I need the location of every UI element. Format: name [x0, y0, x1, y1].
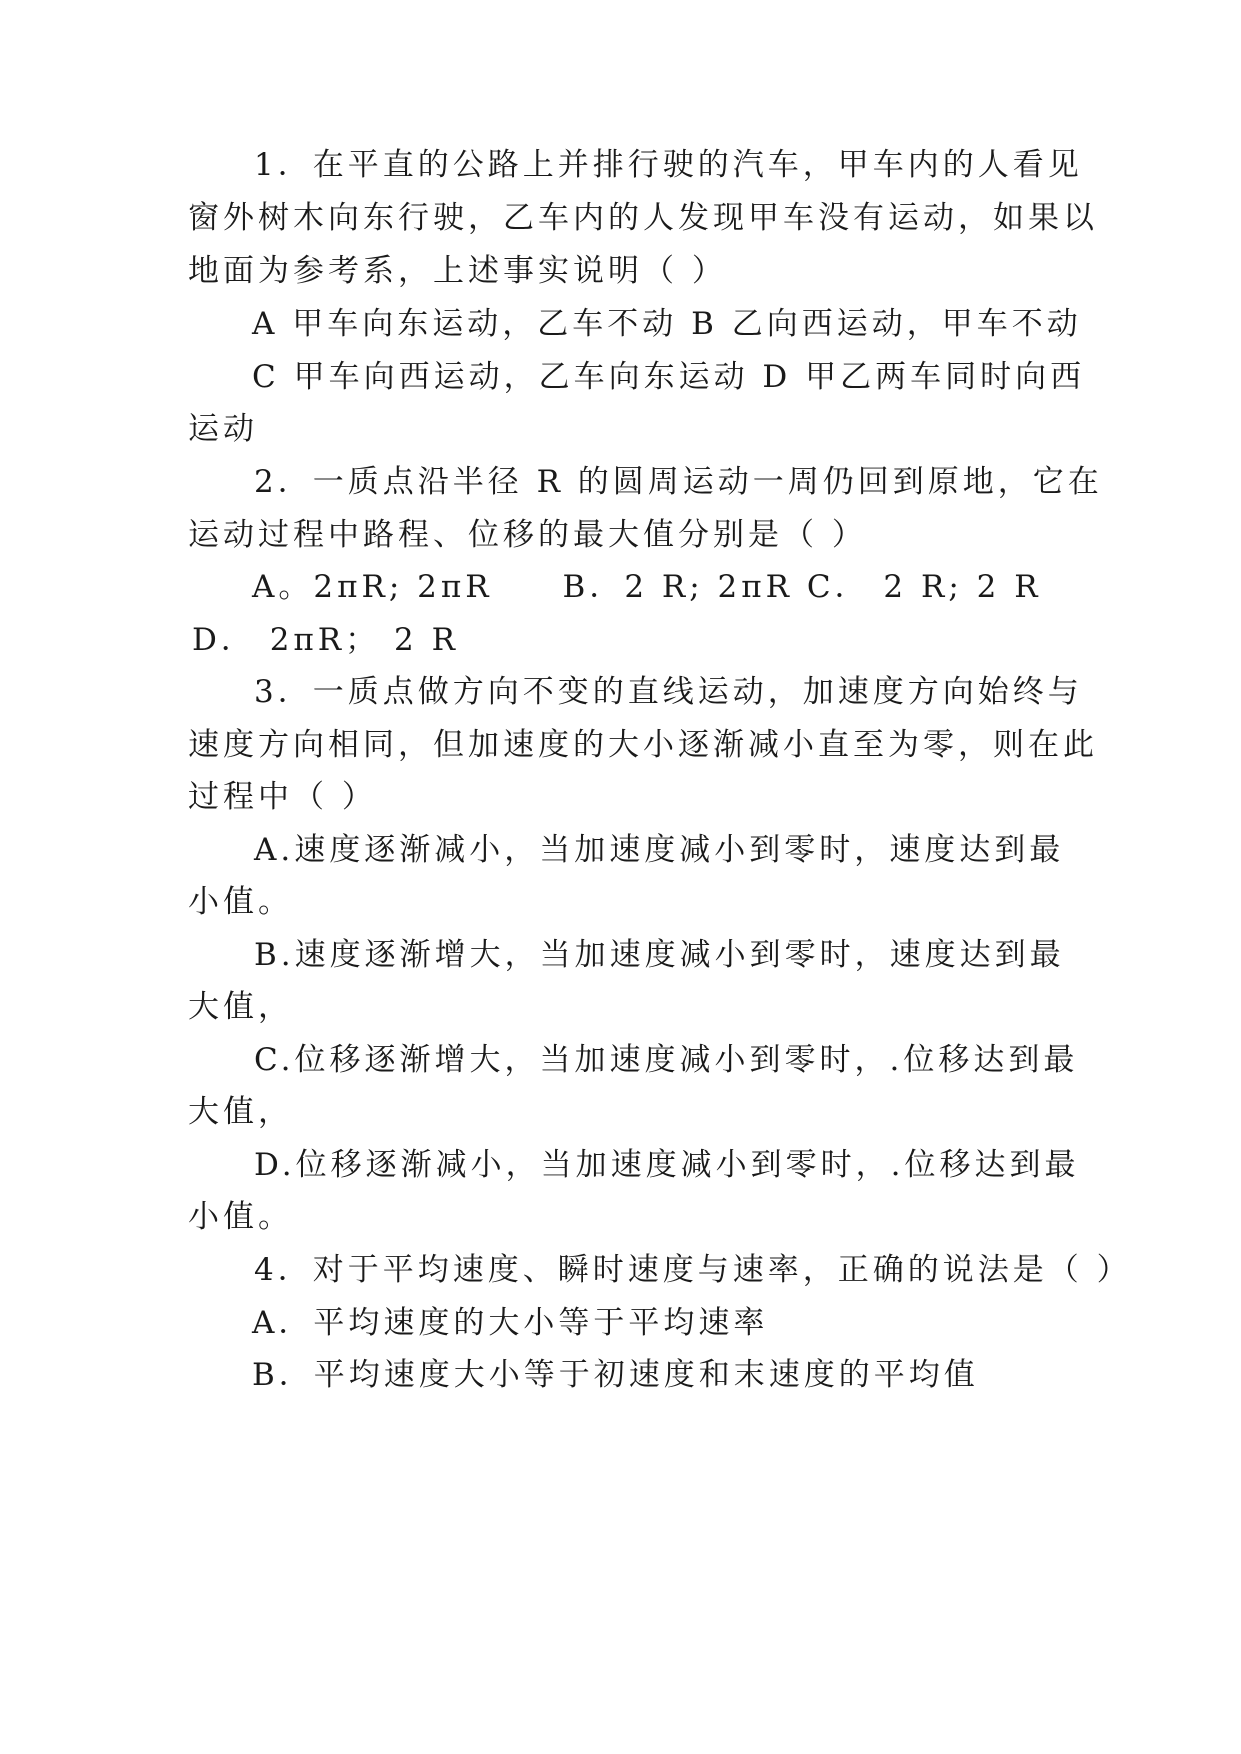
question-4-option-b: B．平均速度大小等于初速度和末速度的平均值	[252, 1357, 979, 1393]
question-2-option-d: D． 2πR； 2 R	[192, 622, 459, 658]
question-2-stem-line-1: 2．一质点沿半径 R 的圆周运动一周仍回到原地，它在	[254, 464, 1103, 500]
question-2-options-abc: A。2πR; 2πR B．2 R; 2πR C． 2 R; 2 R	[252, 569, 1042, 605]
question-1-stem-line-2: 窗外树木向东行驶，乙车内的人发现甲车没有运动，如果以	[188, 200, 1098, 236]
question-3-option-b-continued: 大值，	[188, 989, 293, 1025]
question-1-options-cd: C 甲车向西运动，乙车向东运动 D 甲乙两车同时向西	[252, 359, 1086, 395]
question-3-stem-line-3: 过程中（ ）	[188, 779, 377, 815]
question-3-option-a-continued: 小值。	[188, 884, 293, 920]
question-3-stem-line-2: 速度方向相同，但加速度的大小逐渐减小直至为零，则在此	[188, 727, 1098, 763]
question-3-option-c: C.位移逐渐增大，当加速度减小到零时，.位移达到最	[254, 1042, 1079, 1078]
question-3-option-a: A.速度逐渐减小，当加速度减小到零时，速度达到最	[254, 832, 1065, 868]
question-1-options-ab: A 甲车向东运动，乙车不动 B 乙向西运动，甲车不动	[252, 306, 1082, 342]
question-3-option-d: D.位移逐渐减小，当加速度减小到零时，.位移达到最	[254, 1147, 1080, 1183]
question-2-stem-line-2: 运动过程中路程、位移的最大值分别是（ ）	[188, 517, 867, 553]
question-4-option-a: A．平均速度的大小等于平均速率	[252, 1305, 769, 1341]
question-3-option-d-continued: 小值。	[188, 1199, 293, 1235]
question-3-option-c-continued: 大值，	[188, 1094, 293, 1130]
question-3-option-b: B.速度逐渐增大，当加速度减小到零时，速度达到最	[254, 937, 1065, 973]
question-3-stem-line-1: 3．一质点做方向不变的直线运动，加速度方向始终与	[254, 674, 1083, 710]
question-1-stem-line-1: 1．在平直的公路上并排行驶的汽车，甲车内的人看见	[254, 147, 1083, 183]
question-1-options-cd-continued: 运动	[188, 411, 258, 447]
question-4-stem-line-1: 4．对于平均速度、瞬时速度与速率，正确的说法是（ ）	[254, 1252, 1132, 1288]
question-1-stem-line-3: 地面为参考系，上述事实说明（ ）	[188, 253, 727, 289]
